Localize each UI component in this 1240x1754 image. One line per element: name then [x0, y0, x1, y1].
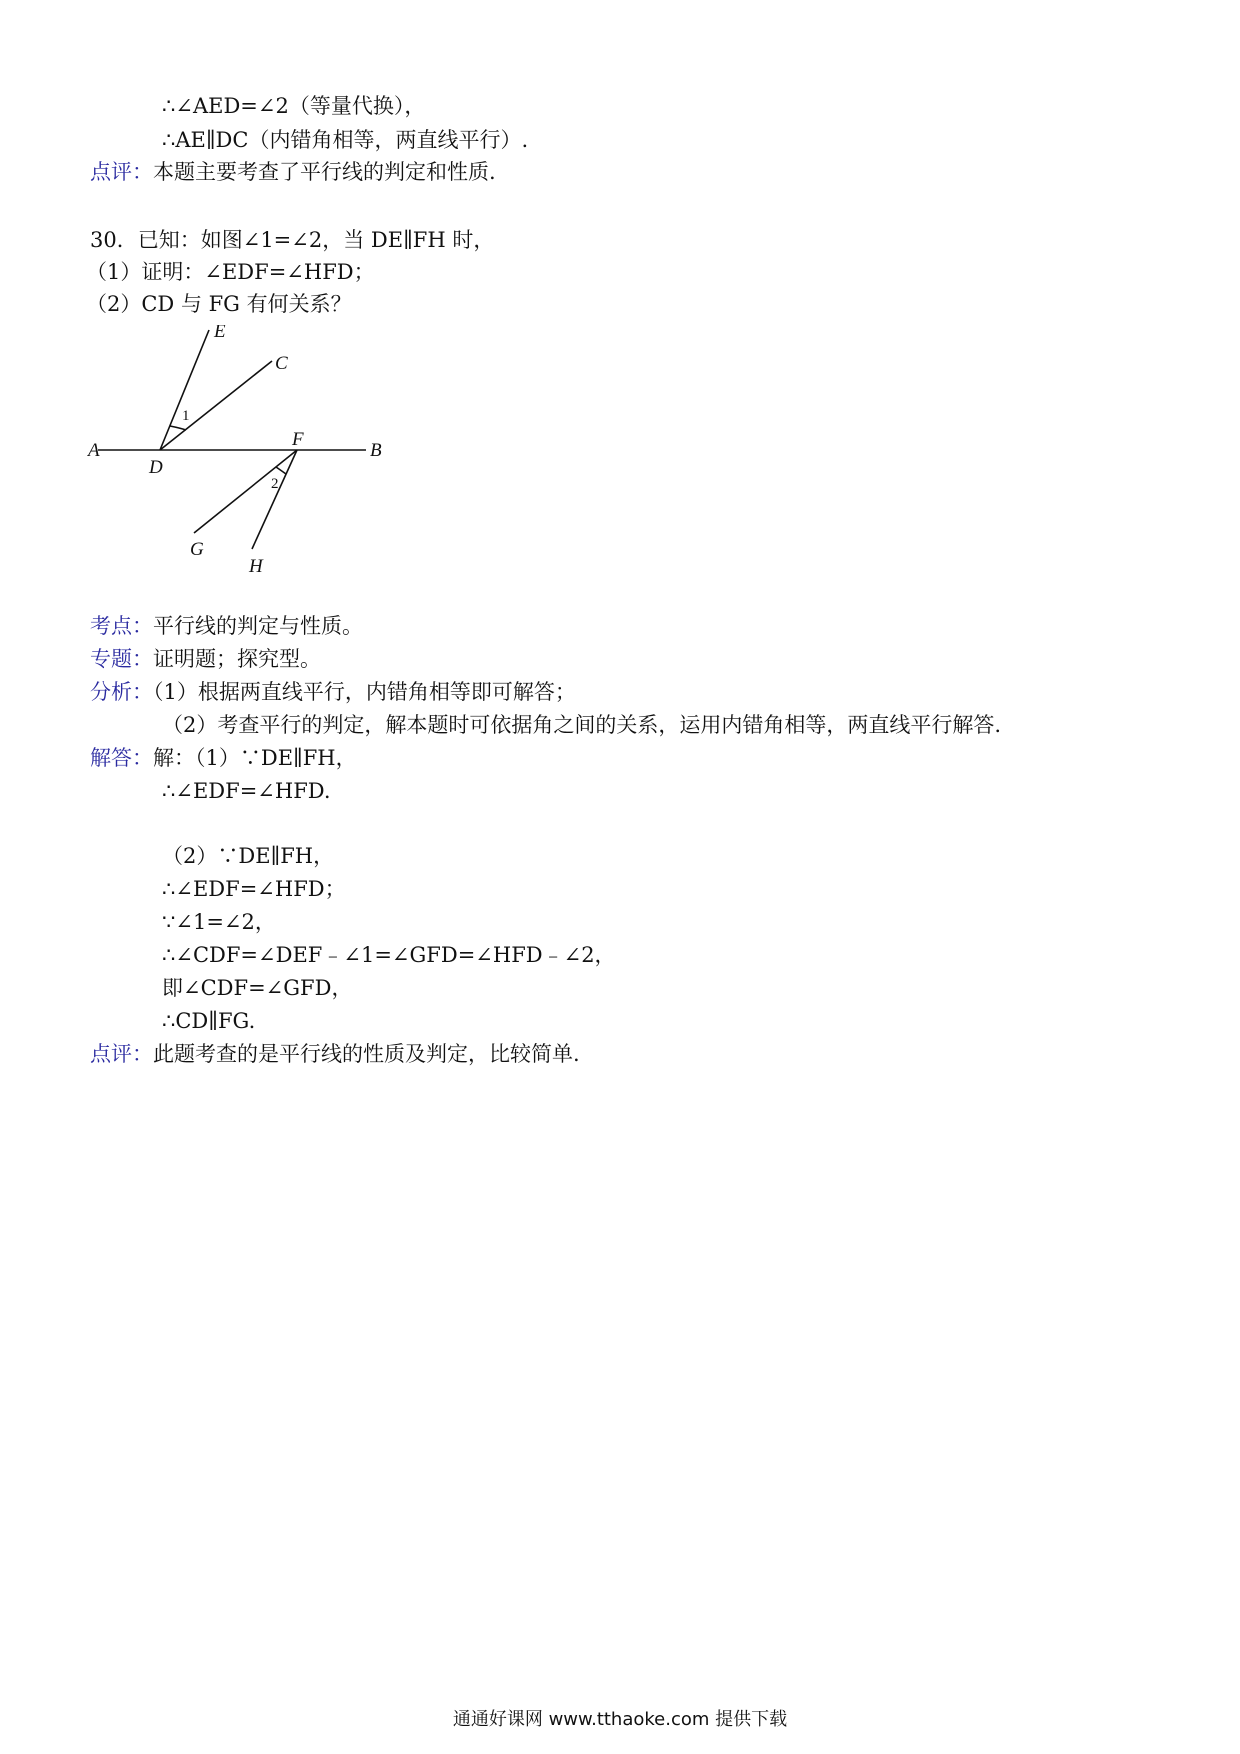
- prev-line-1: ∴∠AED=∠2（等量代换），: [162, 94, 426, 118]
- solution-line-8: ∴CD∥FG.: [162, 1009, 256, 1033]
- label-a: A: [88, 440, 100, 461]
- angle-1-label: 1: [182, 408, 190, 424]
- problem-part-2: （2）CD 与 FG 有何关系？: [86, 292, 352, 316]
- review: [90, 1040, 580, 1068]
- solution-line-1: 解：（1）∵DE∥FH，: [153, 746, 357, 770]
- ray-dc: [160, 361, 272, 450]
- label-e: E: [214, 325, 226, 342]
- ray-fh: [252, 450, 297, 549]
- fenxi-text-2: （2）考查平行的判定，解本题时可依据角之间的关系，运用内错角相等，两直线平行解答.: [162, 713, 1002, 737]
- solution-line-6: ∴∠CDF=∠DEF﹣∠1=∠GFD=∠HFD﹣∠2，: [162, 943, 616, 967]
- ray-fg: [194, 450, 297, 533]
- problem-part-1: （1）证明：∠EDF=∠HFD；: [86, 260, 375, 284]
- zhuanti-label: 专题：: [90, 647, 153, 671]
- fenxi: [90, 678, 576, 706]
- fenxi-label: 分析：: [90, 680, 153, 704]
- kaodian-label: 考点：: [90, 614, 153, 638]
- solution-line-5: ∵∠1=∠2，: [162, 910, 276, 934]
- label-c: C: [275, 353, 288, 374]
- review-text: 此题考查的是平行线的性质及判定，比较简单.: [153, 1042, 580, 1066]
- label-g: G: [190, 539, 204, 560]
- solution-line-4: ∴∠EDF=∠HFD；: [162, 877, 346, 901]
- prev-comment-text: 本题主要考查了平行线的判定和性质.: [153, 160, 496, 184]
- angle-2-arc: [276, 467, 286, 474]
- label-f: F: [292, 429, 304, 450]
- solution-line-7: 即∠CDF=∠GFD，: [162, 976, 353, 1000]
- geometry-figure: [86, 325, 396, 580]
- label-d: D: [149, 457, 163, 478]
- problem-stem: 30．已知：如图∠1=∠2，当 DE∥FH 时，: [90, 228, 495, 252]
- prev-line-2: ∴AE∥DC（内错角相等，两直线平行）.: [162, 128, 529, 152]
- solution-line-3: （2）∵DE∥FH，: [162, 844, 335, 868]
- ray-de: [160, 330, 209, 450]
- angle-2-label: 2: [271, 476, 279, 492]
- kaodian-text: 平行线的判定与性质。: [153, 614, 363, 638]
- fenxi-text-1: （1）根据两直线平行，内错角相等即可解答；: [153, 680, 576, 704]
- angle-1-arc: [170, 426, 186, 430]
- page-footer: 通通好课网 www.tthaoke.com 提供下载: [452, 1709, 788, 1730]
- zhuanti-text: 证明题；探究型。: [153, 647, 321, 671]
- kaodian: [90, 612, 363, 640]
- prev-comment: [90, 158, 496, 186]
- zhuanti: [90, 645, 321, 673]
- solution-label: 解答：: [90, 746, 153, 770]
- solution-first: [90, 744, 357, 772]
- review-label: 点评：: [90, 1042, 153, 1066]
- solution-line-2: ∴∠EDF=∠HFD.: [162, 779, 331, 803]
- label-h: H: [249, 556, 263, 577]
- prev-comment-label: 点评：: [90, 160, 153, 184]
- label-b: B: [370, 440, 382, 461]
